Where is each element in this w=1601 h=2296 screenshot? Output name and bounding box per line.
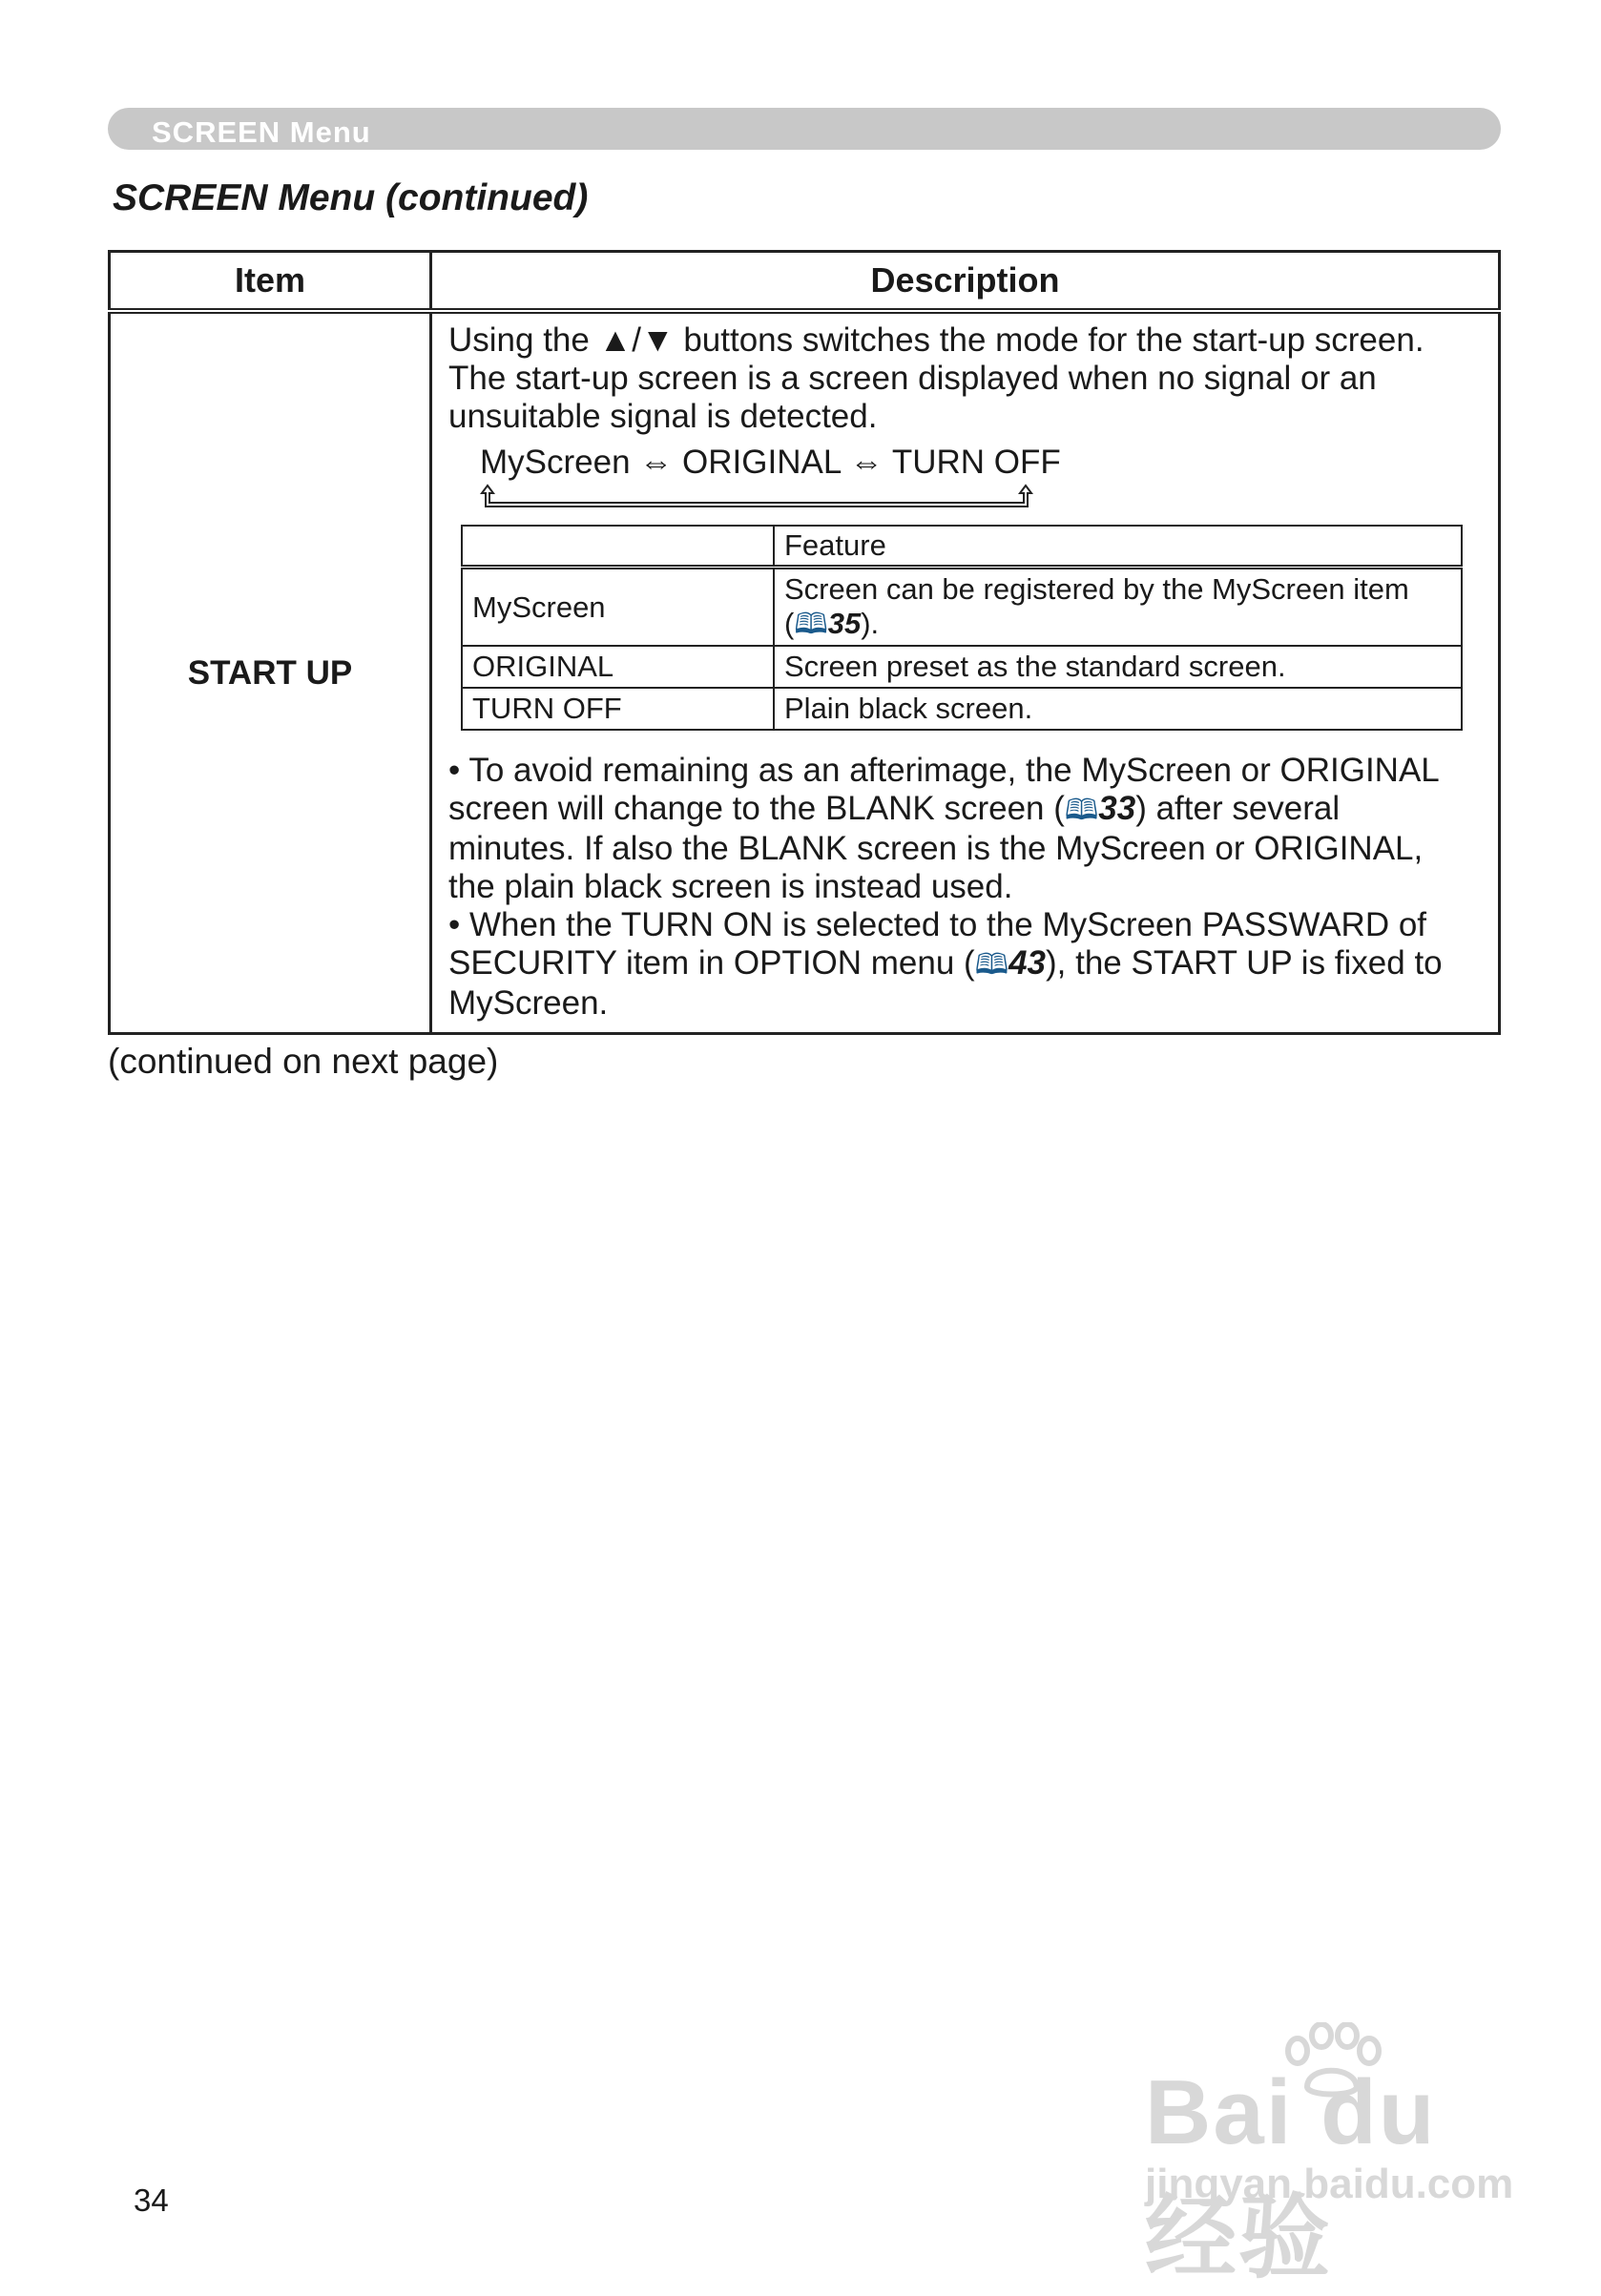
cycle-mode: TURN OFF bbox=[891, 444, 1061, 481]
feature-name: MyScreen bbox=[462, 568, 774, 647]
feature-table bbox=[461, 525, 1463, 731]
menu-table bbox=[108, 250, 1501, 1035]
watermark bbox=[1135, 2022, 1517, 2289]
intro-text: Using the ▲/▼ buttons switches the mode for the start-up screen. The start-up screen is a screen displayed when no signal or an unsuitable signal is detected. bbox=[448, 321, 1424, 435]
continued-note: (continued on next page) bbox=[108, 1042, 499, 1081]
feature-header-row bbox=[462, 526, 1462, 568]
page-reference: 33 bbox=[1098, 790, 1136, 827]
note-afterimage: • To avoid remaining as an afterimage, the MyScreen or ORIGINAL screen will change to the BLANK screen (🕮33) after several minutes. If also the BLANK screen is the MyScreen or ORIGINAL, the plain black screen is instead used. bbox=[448, 752, 1439, 905]
note-security: • When the TURN ON is selected to the MyScreen PASSWARD of SECURITY item in OPTION menu (🕮43), the START UP is fixed to MyScreen. bbox=[448, 906, 1443, 1022]
item-cell: START UP bbox=[110, 311, 431, 1034]
feature-desc: Screen preset as the standard screen. bbox=[774, 646, 1462, 688]
mode-cycle-line bbox=[480, 444, 1475, 482]
table-header-row bbox=[110, 252, 1500, 312]
page-reference: 43 bbox=[1008, 944, 1047, 982]
cycle-mode: MyScreen bbox=[480, 444, 631, 481]
feature-desc: Plain black screen. bbox=[774, 688, 1462, 730]
book-icon: 🕮 bbox=[974, 949, 1009, 981]
mode-cycle-diagram bbox=[480, 444, 1475, 520]
cycle-mode: ORIGINAL bbox=[682, 444, 841, 481]
feature-desc: Screen can be registered by the MyScreen item (🕮35). bbox=[774, 568, 1462, 647]
page-reference: 35 bbox=[827, 607, 862, 640]
watermark-logo: Bai du 经验 bbox=[1145, 2061, 1437, 2289]
watermark-url: jingyan.baidu.com bbox=[1145, 2161, 1514, 2207]
column-header-item: Item bbox=[110, 252, 431, 312]
feature-name: TURN OFF bbox=[462, 688, 774, 730]
section-header-label: SCREEN Menu bbox=[152, 115, 371, 149]
description-cell bbox=[431, 311, 1500, 1034]
cycle-arrow: ⇔ bbox=[639, 444, 674, 481]
page-title: SCREEN Menu (continued) bbox=[113, 177, 589, 218]
page-number: 34 bbox=[134, 2182, 169, 2218]
cycle-arrow: ⇔ bbox=[849, 444, 884, 481]
feature-name: ORIGINAL bbox=[462, 646, 774, 688]
feature-row bbox=[462, 688, 1462, 730]
column-header-description: Description bbox=[431, 252, 1500, 312]
section-header-bar bbox=[108, 108, 1501, 150]
book-icon: 🕮 bbox=[794, 609, 828, 640]
notes bbox=[448, 752, 1475, 1023]
book-icon: 🕮 bbox=[1064, 795, 1099, 826]
feature-header-blank bbox=[462, 526, 774, 568]
feature-header: Feature bbox=[774, 526, 1462, 568]
feature-row bbox=[462, 568, 1462, 647]
table-row bbox=[110, 311, 1500, 1034]
cycle-return-arrow-icon bbox=[480, 482, 1071, 514]
feature-row bbox=[462, 646, 1462, 688]
